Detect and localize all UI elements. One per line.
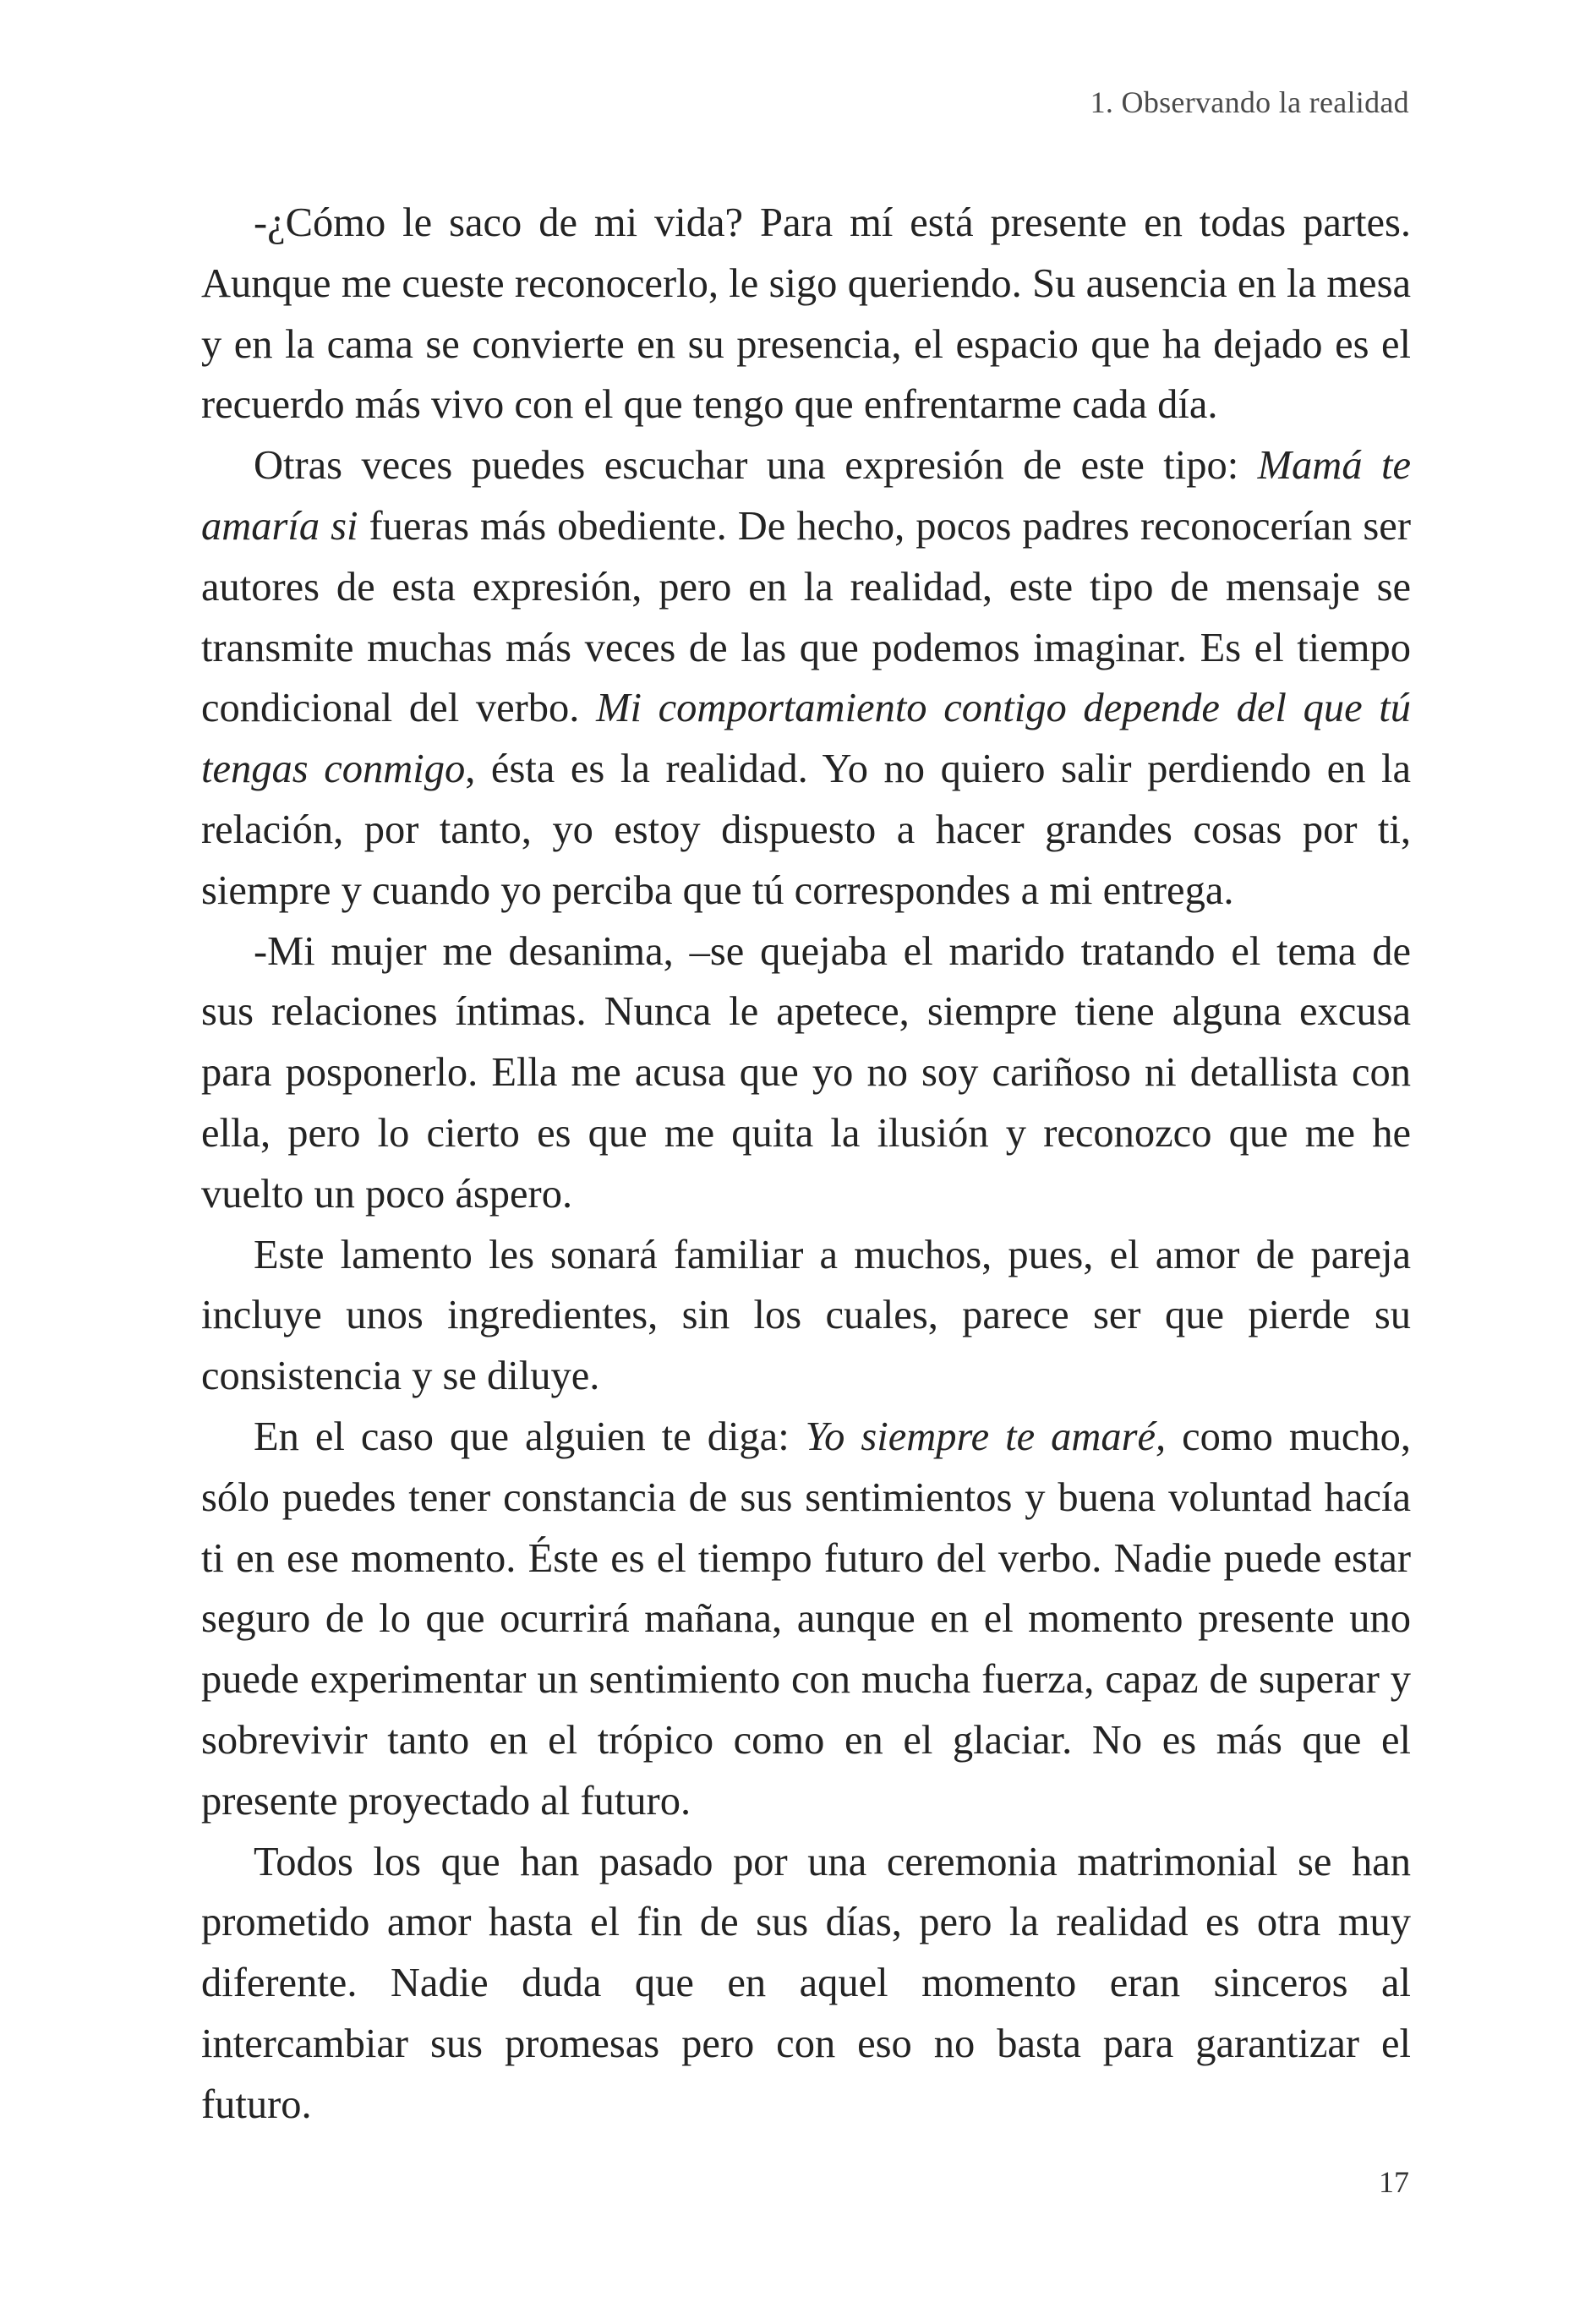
italic-segment: Mamá te amaría si xyxy=(201,443,1411,549)
paragraph-3 xyxy=(201,922,1411,1225)
paragraph-6 xyxy=(201,1832,1411,2136)
running-header: 1. Observando la realidad xyxy=(1090,85,1409,119)
text-segment: fueras más obediente. De hecho, pocos padres reconocerían ser autores de esta expresión, pero en la realidad, este tipo de mensaje se transmite muchas más veces de las que podemos imaginar. Es el tiempo condicional del verbo. xyxy=(201,503,1411,731)
text-segment: como mucho, sólo puedes tener constancia de sus sentimientos y buena voluntad hacía ti en ese momento. Éste es el tiempo futuro del verbo. Nadie puede estar seguro de lo que ocurrirá mañana, aunque en el momento presente uno puede experimentar un sentimiento con mucha fuerza, capaz de superar y sobrevivir tanto en el trópico como en el glaciar. No es más que el presente proyectado al futuro. xyxy=(201,1414,1412,1824)
paragraph-2 xyxy=(201,435,1411,921)
text-segment: , ésta es la realidad. Yo no quiero salir perdiendo en la relación, por tanto, yo estoy dispuesto a hacer grandes cosas por ti, siempre y cuando yo perciba que tú correspondes a mi entrega. xyxy=(201,747,1412,913)
text-segment: En el caso que alguien te diga: xyxy=(254,1414,806,1459)
text-segment: -¿Cómo le saco de mi vida? Para mí está presente en todas partes. Aunque me cueste reconocerlo, le sigo queriendo. Su ausencia en la mesa y en la cama se convierte en su presencia, el espacio que ha dejado es el recuerdo más vivo con el que tengo que enfrentarme cada día. xyxy=(201,200,1411,428)
body-text xyxy=(201,193,1411,2136)
paragraph-5 xyxy=(201,1407,1411,1832)
text-segment: Otras veces puedes escuchar una expresión de este tipo: xyxy=(254,443,1258,489)
page-number: 17 xyxy=(1379,2165,1409,2199)
text-segment: -Mi mujer me desanima, –se quejaba el marido tratando el tema de sus relaciones íntimas. Nunca le apetece, siempre tiene alguna excusa para posponerlo. Ella me acusa que yo no soy cariñoso ni detallista con ella, pero lo cierto es que me quita la ilusión y reconozco que me he vuelto un poco áspero. xyxy=(201,928,1411,1217)
paragraph-4 xyxy=(201,1225,1411,1407)
text-segment: Todos los que han pasado por una ceremonia matrimonial se han prometido amor hasta el fin de sus días, pero la realidad es otra muy diferente. Nadie duda que en aquel momento eran sinceros al intercambiar sus promesas pero con eso no basta para garantizar el futuro. xyxy=(201,1839,1411,2127)
paragraph-1 xyxy=(201,193,1411,435)
text-segment: Este lamento les sonará familiar a muchos, pues, el amor de pareja incluye unos ingredientes, sin los cuales, parece ser que pierde su consistencia y se diluye. xyxy=(201,1232,1411,1399)
italic-segment: Mi comportamiento contigo depende del que tú tengas conmigo xyxy=(201,686,1411,792)
italic-segment: Yo siempre te amaré, xyxy=(805,1414,1167,1459)
